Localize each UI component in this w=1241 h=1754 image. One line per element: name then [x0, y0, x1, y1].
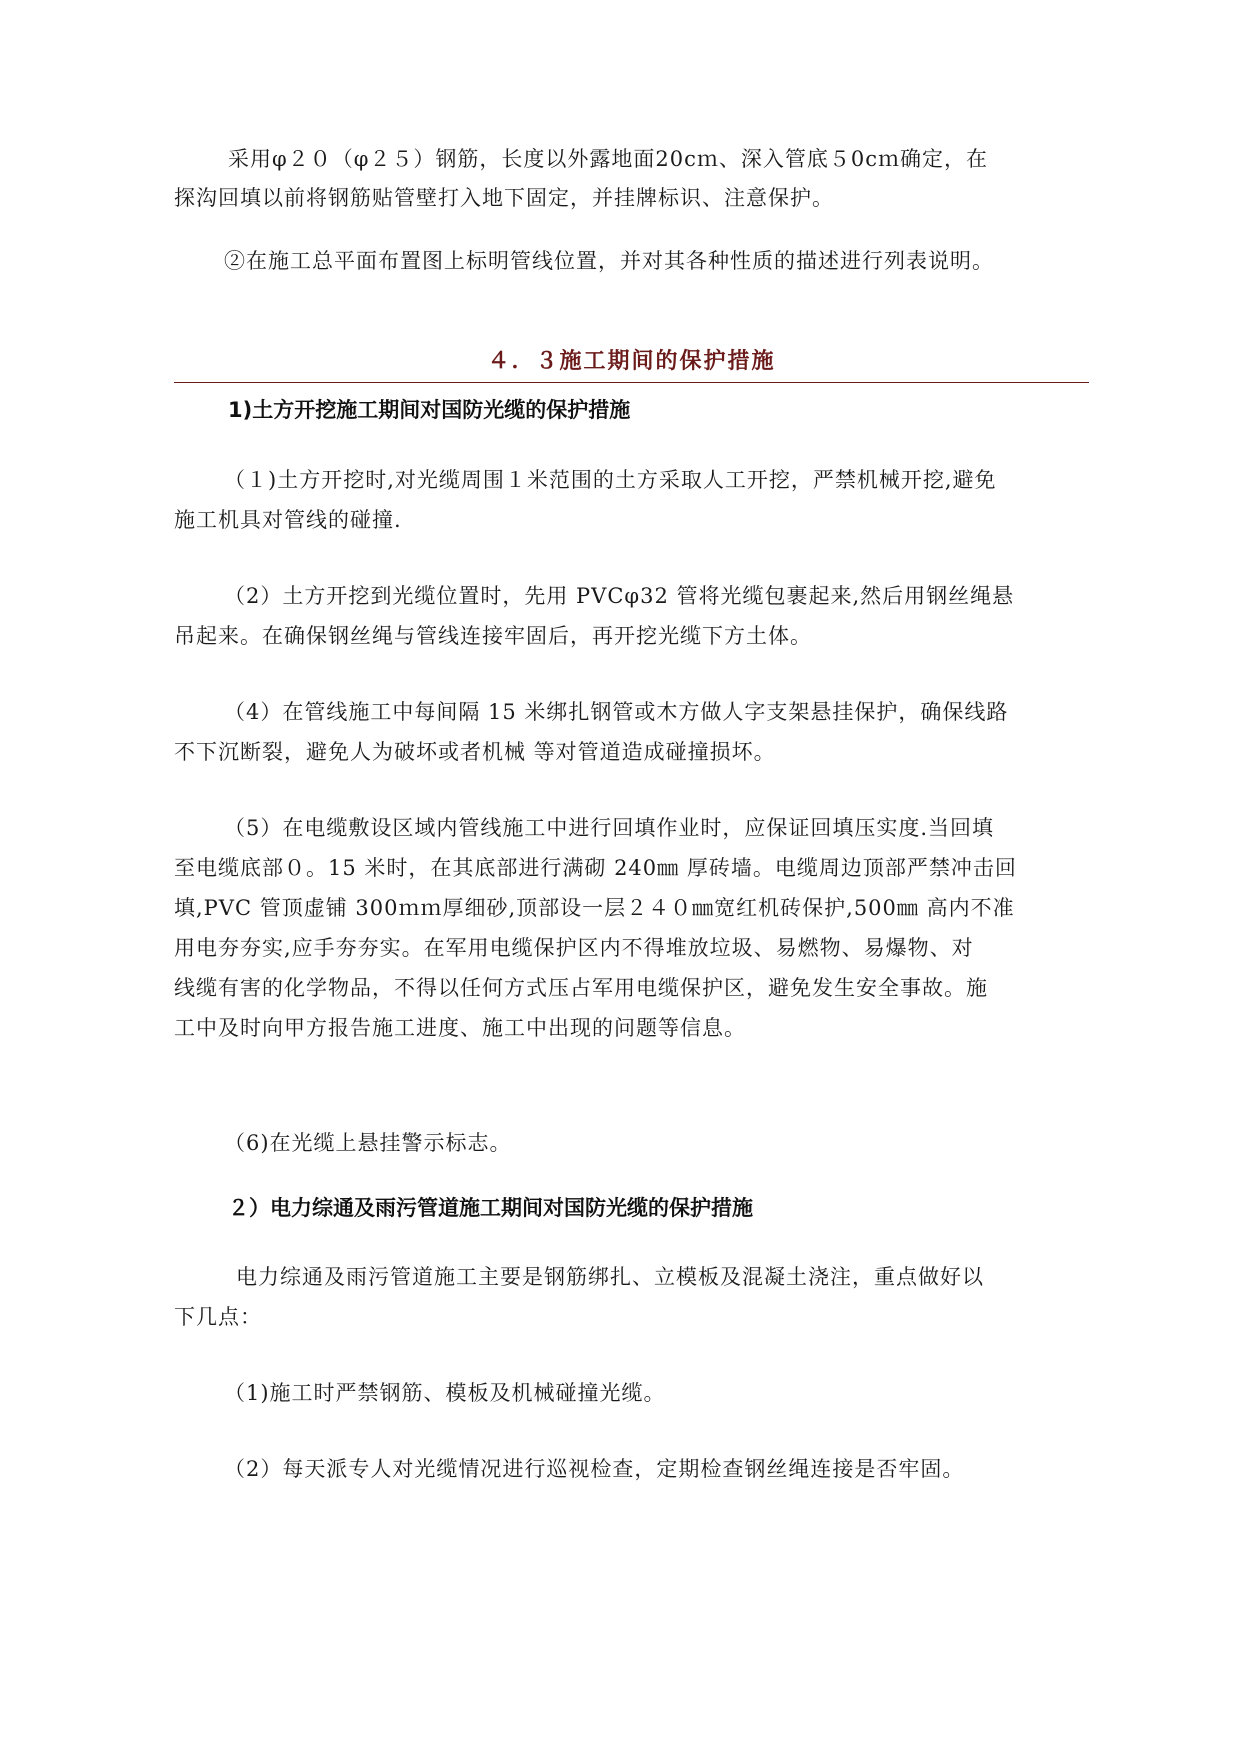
paragraph-line: （5）在电缆敷设区域内管线施工中进行回填作业时，应保证回填压实度.当回填	[224, 816, 995, 840]
paragraph-line: 工中及时向甲方报告施工进度、施工中出现的问题等信息。	[174, 1016, 746, 1040]
paragraph-line: 吊起来。在确保钢丝绳与管线连接牢固后，再开挖光缆下方土体。	[174, 624, 812, 648]
sub-heading: 1)土方开挖施工期间对国防光缆的保护措施	[228, 398, 631, 422]
paragraph-line: 电力综通及雨污管道施工主要是钢筋绑扎、立模板及混凝土浇注，重点做好以	[236, 1265, 984, 1289]
paragraph-line: 采用φ２０（φ２５）钢筋，长度以外露地面20cｍ、深入管底５0cｍ确定，在	[228, 147, 989, 171]
paragraph-line: （6)在光缆上悬挂警示标志。	[224, 1131, 512, 1155]
section-heading: ４．３施工期间的保护措施	[487, 349, 776, 374]
paragraph-line: 施工机具对管线的碰撞.	[174, 508, 402, 532]
paragraph-line: （2）土方开挖到光缆位置时，先用 PVCφ32 管将光缆包裹起来,然后用钢丝绳悬	[224, 584, 1015, 608]
heading-divider	[174, 382, 1089, 383]
paragraph-line: （1)施工时严禁钢筋、模板及机械碰撞光缆。	[224, 1381, 666, 1405]
paragraph-line: 用电夯夯实,应手夯夯实。在军用电缆保护区内不得堆放垃圾、易燃物、易爆物、对	[174, 936, 974, 960]
paragraph-line: 不下沉断裂，避免人为破坏或者机械 等对管道造成碰撞损坏。	[174, 740, 776, 764]
paragraph-line: （2）每天派专人对光缆情况进行巡视检查，定期检查钢丝绳连接是否牢固。	[224, 1457, 965, 1481]
paragraph-line: 至电缆底部０。15 米时，在其底部进行满砌 240㎜ 厚砖墙。电缆周边顶部严禁冲击回	[174, 856, 1017, 880]
paragraph-line: ②在施工总平面布置图上标明管线位置，并对其各种性质的描述进行列表说明。	[224, 249, 994, 273]
paragraph-line: 线缆有害的化学物品，不得以任何方式压占军用电缆保护区，避免发生安全事故。施	[174, 976, 988, 1000]
paragraph-line: 下几点：	[174, 1305, 262, 1329]
paragraph-line: （１)土方开挖时,对光缆周围１米范围的土方采取人工开挖，严禁机械开挖,避免	[224, 468, 997, 492]
paragraph-line: 探沟回填以前将钢筋贴管壁打入地下固定，并挂牌标识、注意保护。	[174, 186, 834, 210]
paragraph-line: （4）在管线施工中每间隔 15 米绑扎钢管或木方做人字支架悬挂保护，确保线路	[224, 700, 1009, 724]
paragraph-line: 填,PVC 管顶虚铺 300ｍｍ厚细砂,顶部设一层２４０㎜宽红机砖保护,500㎜ 高内不准	[174, 896, 1015, 920]
sub-heading: ２）电力综通及雨污管道施工期间对国防光缆的保护措施	[228, 1196, 753, 1220]
